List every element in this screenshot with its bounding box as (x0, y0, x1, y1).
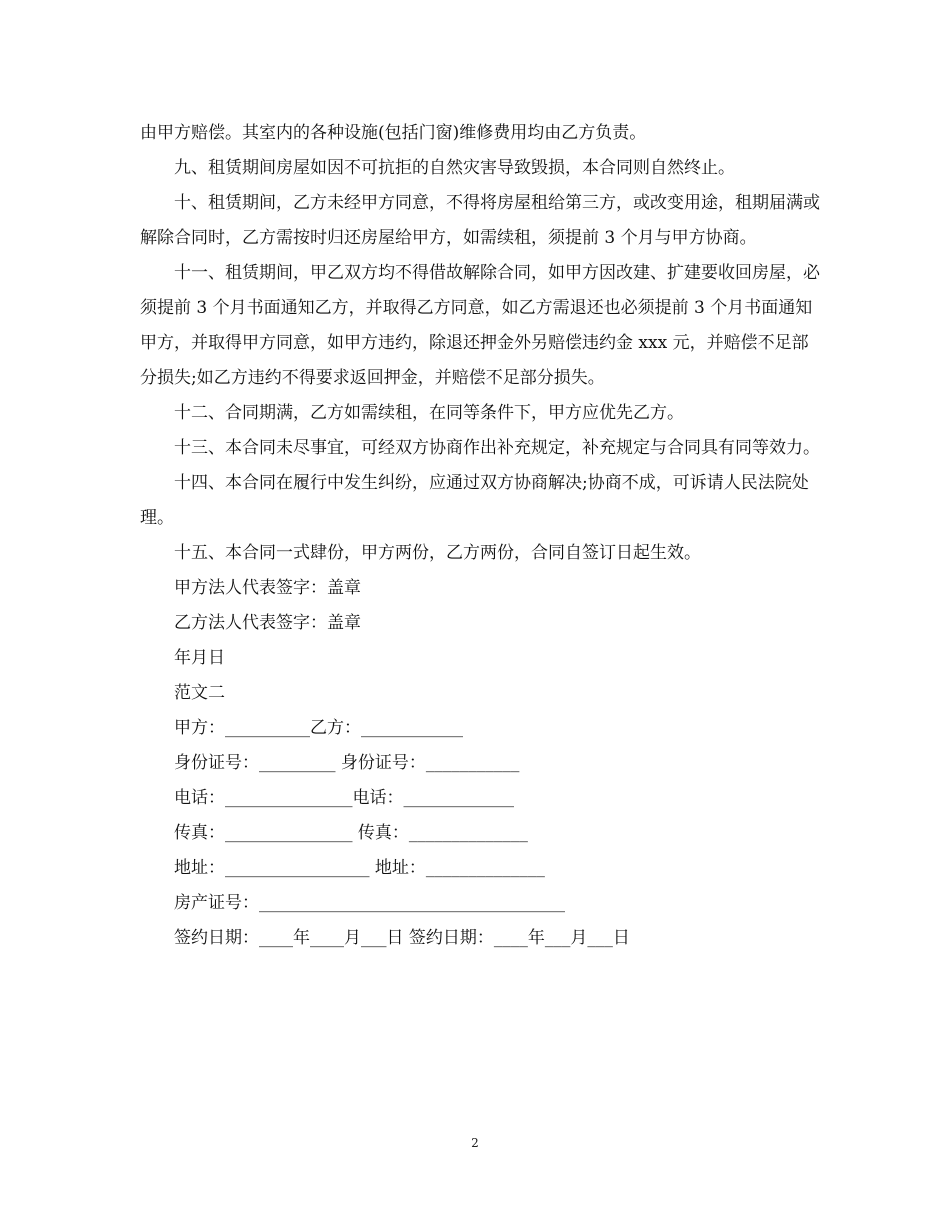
address-form-line: 地址：_________________ 地址：______________ (174, 858, 545, 878)
clause-11: 十一、租赁期间，甲乙双方均不得借故解除合同，如甲方因改建、扩建要收回房屋，必须提前 3 个月书面通知乙方，并取得乙方同意，如乙方需退还也必须提前 3 个月书面通知甲方，并取得甲方同意，如甲方违约，除退还押金外另赔偿违约金 xxx 元，并赔偿不足部分损失;如乙方违约不得要求返回押金，并赔偿不足部分损失。 (140, 263, 820, 388)
page-number: 2 (471, 1136, 479, 1150)
signing-date-form-line: 签约日期：____年____月___日 签约日期：____年___月___日 (174, 928, 630, 948)
id-number-form-line: 身份证号：_________ 身份证号：___________ (174, 753, 520, 773)
clause-14: 十四、本合同在履行中发生纠纷，应通过双方协商解决;协商不成，可诉请人民法院处理。 (140, 473, 809, 528)
clause-9: 九、租赁期间房屋如因不可抗拒的自然灾害导致毁损，本合同则自然终止。 (174, 158, 735, 178)
property-certificate-form-line: 房产证号：____________________________________ (174, 893, 565, 913)
sample-two-heading: 范文二 (174, 683, 225, 703)
fax-form-line: 传真：_______________ 传真：______________ (174, 823, 528, 843)
clause-15: 十五、本合同一式肆份，甲方两份，乙方两份，合同自签订日起生效。 (174, 543, 701, 563)
paragraph-continuation: 由甲方赔偿。其室内的各种设施(包括门窗)维修费用均由乙方负责。 (140, 123, 647, 143)
party-b-signature-line: 乙方法人代表签字：盖章 (174, 613, 361, 633)
date-line: 年月日 (174, 648, 225, 668)
clause-10: 十、租赁期间，乙方未经甲方同意，不得将房屋租给第三方，或改变用途，租期届满或解除合同时，乙方需按时归还房屋给甲方，如需续租，须提前 3 个月与甲方协商。 (140, 193, 820, 248)
party-names-form-line: 甲方：__________乙方：____________ (174, 718, 463, 738)
document-body (140, 116, 820, 956)
clause-13: 十三、本合同未尽事宜，可经双方协商作出补充规定，补充规定与合同具有同等效力。 (174, 438, 820, 458)
clause-12: 十二、合同期满，乙方如需续租，在同等条件下，甲方应优先乙方。 (174, 403, 684, 423)
party-a-signature-line: 甲方法人代表签字：盖章 (174, 578, 361, 598)
phone-form-line: 电话：_______________电话：_____________ (174, 788, 514, 808)
